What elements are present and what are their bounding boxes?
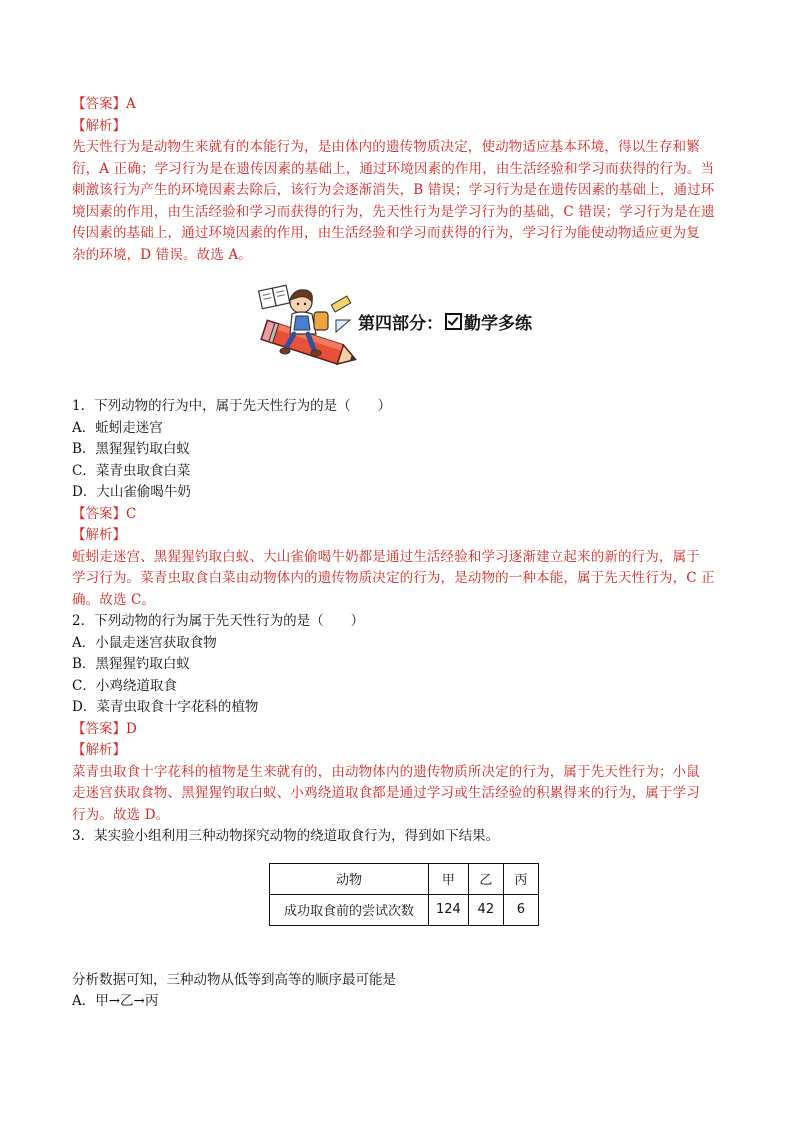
question-2-option-a: A．小鼠走迷宫获取食物 — [72, 634, 217, 651]
table-cell: 成功取食前的尝试次数 — [270, 894, 429, 925]
question-3-option-a: A．甲→乙→丙 — [72, 993, 159, 1009]
question-3-stem: 3．某实验小组利用三种动物探究动物的绕道取食行为，得到如下结果。 — [72, 828, 500, 844]
analysis-text: 先天性行为是动物生来就有的本能行为，是由体内的遗传物质决定，使动物适应基本环境，得以生存和繁 衍，A 正确；学习行为是在遗传因素的基础上，通过环境因素的作用，由生活经验和学习而获得的行为。当 刺激该行为产生的环境因素去除后，该行为会逐渐消失，B 错误；学习行为是在遗传因素的基础上，通过环 境因素的作用，由生活经验和学习而获得的行为，先天性行为是学习行为的基础，C 错误；学习行为是在遗 传因素的基础上，通过环境因素的作用，由生活经验和学习而获得的行为，学习行为能使动物适应更为复 杂的环境，D 错误。故选 A。 — [72, 139, 715, 263]
table-cell: 42 — [468, 894, 503, 925]
question-3-followup: 分析数据可知，三种动物从低等到高等的顺序最可能是 — [72, 971, 396, 988]
section-title: 第四部分： 勤学多练 — [358, 314, 532, 334]
question-2-option-c: C．小鸡绕道取食 — [72, 677, 177, 694]
question-2-option-b: B．黑猩猩钓取白蚁 — [72, 656, 190, 672]
question-2-analysis: 菜青虫取食十字花科的植物是生来就有的，由动物体内的遗传物质所决定的行为，属于先天性行为；小鼠 走迷宫获取食物、黑猩猩钓取白蚁、小鸡绕道取食都是通过学习或生活经验的积累得来的行为，属于学习 行为。故选 D。 — [72, 763, 700, 823]
question-2-analysis-label: 【解析】 — [72, 742, 126, 758]
section-banner — [72, 282, 732, 382]
question-1-stem: 1．下列动物的行为中，属于先天性行为的是（ ） — [72, 398, 392, 414]
question-1-analysis: 蚯蚓走迷宫、黑猩猩钓取白蚁、大山雀偷喝牛奶都是通过生活经验和学习逐渐建立起来的新的行为，属于 学习行为。菜青虫取食白菜由动物体内的遗传物质决定的行为，是动物的一种本能，属于先天性行为，C 正 确。故选 C。 — [72, 548, 715, 608]
question-1-analysis-label: 【解析】 — [72, 527, 126, 543]
analysis-label: 【解析】 — [72, 117, 126, 134]
result-table — [269, 863, 539, 926]
question-1-option-a: A．蚯蚓走迷宫 — [72, 419, 163, 436]
table-cell: 124 — [429, 894, 469, 925]
table-header-cell: 甲 — [429, 863, 469, 894]
table-header-cell: 动物 — [270, 863, 429, 894]
student-riding-pencil-icon — [256, 282, 361, 382]
document-page — [72, 94, 732, 1013]
table-header-cell: 丙 — [503, 863, 538, 894]
question-2-option-d: D．菜青虫取食十字花科的植物 — [72, 699, 259, 715]
table-header-cell: 乙 — [468, 863, 503, 894]
question-2-answer: 【答案】D — [72, 720, 137, 737]
table-cell: 6 — [503, 894, 538, 925]
table-row — [270, 863, 539, 894]
question-2-stem: 2．下列动物的行为属于先天性行为的是（ ） — [72, 613, 365, 629]
checkbox-icon — [445, 313, 462, 330]
table-row — [270, 894, 539, 925]
question-1-option-d: D．大山雀偷喝牛奶 — [72, 484, 191, 500]
answer-label: 【答案】A — [72, 96, 136, 112]
question-1-option-b: B．黑猩猩钓取白蚁 — [72, 441, 190, 457]
question-1-answer: 【答案】C — [72, 505, 137, 522]
question-1-option-c: C．菜青虫取食白菜 — [72, 462, 191, 479]
